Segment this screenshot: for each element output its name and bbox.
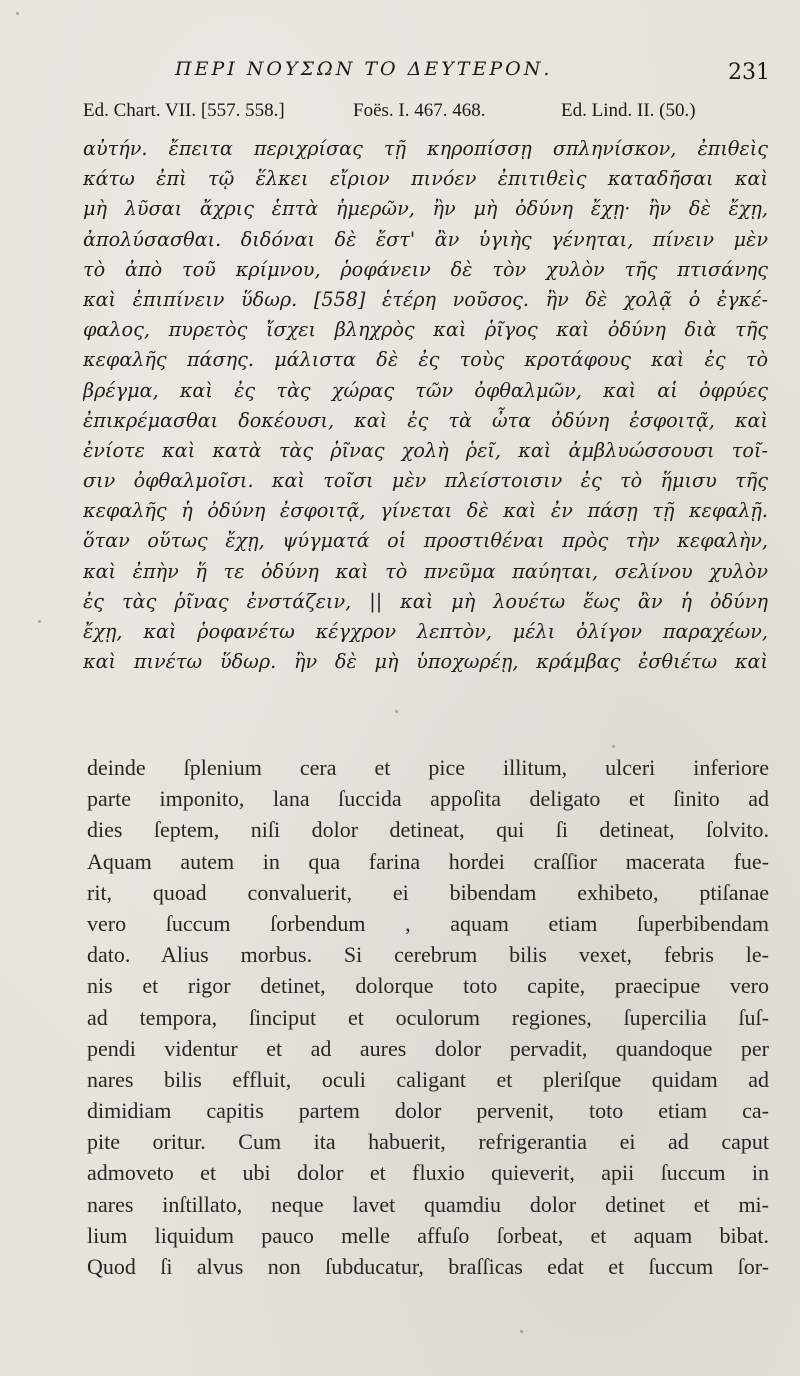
latin-line: dies ſeptem, niſi dolor detineat, qui ſi detineat, ſolvito.	[87, 817, 769, 843]
latin-line: nares bilis effluit, oculi caligant et pleriſque quidam ad	[87, 1066, 769, 1092]
latin-line: deinde ſplenium cera et pice illitum, ulceri inferiore	[87, 755, 769, 780]
greek-line: βρέγμα, καὶ ἐς τὰς χώρας τῶν ὀφθαλμῶν, καὶ αἱ ὀφρύες	[83, 378, 768, 402]
greek-line: αὐτήν. ἔπειτα περιχρίσας τῇ κηροπίσσῃ σπληνίσκον, ἐπιθεὶς	[83, 137, 768, 160]
paper-speck	[395, 710, 398, 713]
page-number: 231	[728, 60, 770, 85]
latin-line: rit, quoad convaluerit, ei bibendam exhibeto, ptiſanae	[87, 879, 769, 905]
greek-line: μὴ λῦσαι ἄχρις ἑπτὰ ἡμερῶν, ἢν μὴ ὀδύνη ἔχῃ· ἢν δὲ ἔχῃ,	[83, 197, 768, 221]
greek-text-block	[83, 134, 768, 677]
greek-line: καὶ ἐπιπίνειν ὕδωρ. [558] ἑτέρη νοῦσος. ἢν δὲ χολᾷ ὁ ἐγκέ-	[83, 287, 768, 311]
greek-line: καὶ πινέτω ὕδωρ. ἢν δὲ μὴ ὑποχωρέῃ, κράμβας ἐσθιέτω καὶ	[83, 650, 768, 674]
running-title: ΠΕΡΙ ΝΟΥΣΩΝ ΤΟ ΔΕΥΤΕΡΟΝ.	[175, 58, 553, 80]
greek-line: ὅταν οὕτως ἔχῃ, ψύγματά οἱ προστιθέναι πρὸς τὴν κεφαλὴν,	[83, 529, 768, 553]
edition-ref-foes: Foës. I. 467. 468.	[353, 100, 486, 121]
latin-line: vero ſuccum ſorbendum , aquam etiam ſuperbibendam	[87, 910, 769, 936]
latin-line: nis et rigor detinet, dolorque toto capite, praecipue vero	[87, 973, 769, 999]
greek-line: κάτω ἐπὶ τῷ ἕλκει εἴριον πινόεν ἐπιτιθεὶς καταδῆσαι καὶ	[83, 167, 768, 191]
latin-line: dato. Alius morbus. Si cerebrum bilis vexet, febris le-	[87, 942, 769, 968]
greek-line: ἐς τὰς ῥῖνας ἐνστάζειν, || καὶ μὴ λουέτω ἕως ἂν ἡ ὀδύνη	[83, 589, 768, 613]
latin-line: pendi videntur et ad aures dolor pervadit, quandoque per	[87, 1035, 769, 1061]
latin-line: dimidiam capitis partem dolor pervenit, toto etiam ca-	[87, 1098, 769, 1124]
greek-line: κεφαλῆς πάσης. μάλιστα δὲ ἐς τοὺς κροτάφους καὶ ἐς τὸ	[83, 348, 768, 372]
latin-line: pite oritur. Cum ita habuerit, refrigerantia ei ad caput	[87, 1129, 769, 1155]
edition-ref-chartier: Ed. Chart. VII. [557. 558.]	[83, 100, 285, 121]
latin-line: nares inſtillato, neque lavet quamdiu dolor detinet et mi-	[87, 1191, 769, 1217]
latin-line: ad tempora, ſinciput et oculorum regiones, ſupercilia ſuſ-	[87, 1004, 769, 1030]
latin-line: lium liquidum pauco melle affuſo ſorbeat, et aquam bibat.	[87, 1222, 769, 1248]
paper-speck	[38, 620, 41, 623]
edition-ref-linden: Ed. Lind. II. (50.)	[561, 100, 696, 121]
latin-line: parte imponito, lana ſuccida appoſita deligato et ſinito ad	[87, 786, 769, 812]
greek-line: σιν ὀφθαλμοῖσι. καὶ τοῖσι μὲν πλείστοισιν ἐς τὸ ἥμισυ τῆς	[83, 469, 768, 493]
latin-text-block	[87, 752, 769, 1282]
greek-line: ἐπικρέμασθαι δοκέουσι, καὶ ἐς τὰ ὦτα ὀδύνη ἐσφοιτᾷ, καὶ	[83, 408, 768, 432]
greek-line: ἐνίοτε καὶ κατὰ τὰς ῥῖνας χολὴ ῥεῖ, καὶ ἀμβλυώσσουσι τοῖ-	[83, 438, 768, 462]
paper-speck	[612, 745, 615, 748]
paper-speck	[520, 1330, 523, 1333]
greek-line: τὸ ἀπὸ τοῦ κρίμνου, ῥοφάνειν δὲ τὸν χυλὸν τῆς πτισάνης	[83, 257, 768, 281]
latin-line: Aquam autem in qua farina hordei craſſior macerata fue-	[87, 848, 769, 874]
latin-line: Quod ſi alvus non ſubducatur, braſſicas edat et ſuccum ſor-	[87, 1254, 769, 1279]
greek-line: κεφαλῆς ἡ ὀδύνη ἐσφοιτᾷ, γίνεται δὲ καὶ ἐν πάσῃ τῇ κεφαλῇ.	[83, 499, 768, 523]
greek-line: καὶ ἐπὴν ἥ τε ὀδύνη καὶ τὸ πνεῦμα παύηται, σελίνου χυλὸν	[83, 559, 768, 583]
greek-line: ἀπολύσασθαι. διδόναι δὲ ἔστ' ἂν ὑγιὴς γένηται, πίνειν μὲν	[83, 227, 768, 251]
paper-speck	[16, 12, 19, 15]
latin-line: admoveto et ubi dolor et fluxio quieverit, apii ſuccum in	[87, 1160, 769, 1186]
greek-line: φαλος, πυρετὸς ἴσχει βληχρὸς καὶ ῥῖγος καὶ ὀδύνη διὰ τῆς	[83, 318, 768, 342]
greek-line: ἔχῃ, καὶ ῥοφανέτω κέγχρον λεπτὸν, μέλι ὀλίγον παραχέων,	[83, 620, 768, 643]
edition-references	[83, 100, 768, 130]
running-head	[90, 58, 770, 98]
